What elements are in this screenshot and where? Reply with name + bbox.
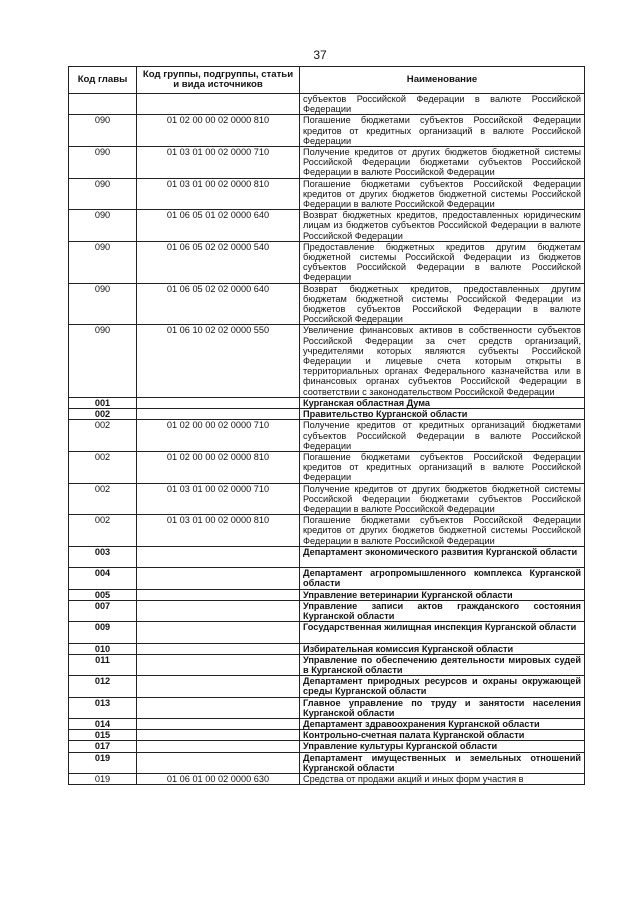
row-source-code: 01 03 01 00 02 0000 710 [137,147,300,179]
row-chapter-code: 004 [69,568,137,589]
row-name: Департамент агропромышленного комплекса Курганской области [300,568,585,589]
row-name: Увеличение финансовых активов в собственности субъектов Российской Федерации за счет средств организаций, учредителями которых являются субъекты Российской Федерации и лицевые счета которым открыты в территориальных органах Федерального казначейства или в финансовых органах субъектов Российской Федерации в соответствии с законодательством Российской Федерации [300,325,585,397]
row-chapter-code: 014 [69,718,137,729]
row-name: Возврат бюджетных кредитов, предоставленных юридическим лицам из бюджетов субъектов Российской Федерации в валюте Российской Федерации [300,210,585,242]
row-chapter-code: 090 [69,283,137,325]
row-source-code [137,697,300,718]
row-name: Погашение бюджетами субъектов Российской Федерации кредитов от кредитных организаций в валюте Российской Федерации [300,451,585,483]
row-chapter-code: 007 [69,600,137,621]
table-row [69,325,585,397]
row-source-code [137,643,300,654]
table-row [69,730,585,741]
row-name: Департамент здравоохранения Курганской области [300,718,585,729]
row-chapter-code: 013 [69,697,137,718]
row-source-code [137,730,300,741]
row-chapter-code: 011 [69,654,137,675]
header-chapter-code: Код главы [69,67,137,94]
row-name: Управление ветеринарии Курганской области [300,589,585,600]
row-name: Департамент имущественных и земельных отношений Курганской области [300,752,585,773]
row-name: Управление записи актов гражданского состояния Курганской области [300,600,585,621]
row-source-code [137,718,300,729]
row-source-code [137,741,300,752]
row-name: Курганская областная Дума [300,397,585,408]
row-source-code: 01 06 01 00 02 0000 630 [137,773,300,784]
row-name: Главное управление по труду и занятости населения Курганской области [300,697,585,718]
table-row [69,420,585,452]
row-source-code [137,654,300,675]
table-header-row [69,67,585,94]
row-name: Контрольно-счетная палата Курганской области [300,730,585,741]
row-source-code: 01 06 10 02 02 0000 550 [137,325,300,397]
table-body [69,94,585,785]
row-source-code: 01 02 00 00 02 0000 810 [137,451,300,483]
row-source-code: 01 06 05 01 02 0000 640 [137,210,300,242]
row-source-code [137,397,300,408]
row-name: Государственная жилищная инспекция Курганской области [300,622,585,643]
row-chapter-code: 002 [69,483,137,515]
row-source-code: 01 02 00 00 02 0000 710 [137,420,300,452]
row-name: Получение кредитов от других бюджетов бюджетной системы Российской Федерации бюджетами субъектов Российской Федерации в валюте Российской Федерации [300,147,585,179]
row-source-code [137,600,300,621]
row-name: Департамент экономического развития Курганской области [300,546,585,567]
page-number: 37 [313,48,327,62]
row-name: Предоставление бюджетных кредитов другим бюджетам бюджетной системы Российской Федерации из бюджетов субъектов Российской Федерации в валюте Российской Федерации [300,241,585,283]
table-row [69,697,585,718]
row-source-code: 01 03 01 00 02 0000 710 [137,483,300,515]
row-chapter-code: 003 [69,546,137,567]
table-row [69,178,585,210]
table-row [69,451,585,483]
row-chapter-code: 001 [69,397,137,408]
table-row [69,676,585,697]
row-source-code: 01 06 05 02 02 0000 540 [137,241,300,283]
row-name: Погашение бюджетами субъектов Российской Федерации кредитов от кредитных организаций в валюте Российской Федерации [300,115,585,147]
row-name: Управление по обеспечению деятельности мировых судей в Курганской области [300,654,585,675]
row-chapter-code: 090 [69,325,137,397]
table-row [69,773,585,784]
table-row [69,115,585,147]
table-row [69,483,585,515]
row-chapter-code: 015 [69,730,137,741]
row-chapter-code: 017 [69,741,137,752]
budget-sources-table [68,66,585,785]
row-source-code [137,94,300,115]
row-name: Получение кредитов от других бюджетов бюджетной системы Российской Федерации бюджетами субъектов Российской Федерации в валюте Российской Федерации [300,483,585,515]
row-chapter-code: 002 [69,515,137,547]
table-row [69,147,585,179]
row-name: Департамент природных ресурсов и охраны окружающей среды Курганской области [300,676,585,697]
row-source-code [137,676,300,697]
table-row [69,589,585,600]
row-chapter-code: 012 [69,676,137,697]
row-source-code: 01 06 05 02 02 0000 640 [137,283,300,325]
row-source-code: 01 03 01 00 02 0000 810 [137,515,300,547]
table-row [69,283,585,325]
row-name: Возврат бюджетных кредитов, предоставленных другим бюджетам бюджетной системы Российской Федерации из бюджетов субъектов Российской Федерации в валюте Российской Федерации [300,283,585,325]
row-chapter-code [69,94,137,115]
table-row [69,210,585,242]
table-row [69,546,585,567]
table-row [69,741,585,752]
table-row [69,654,585,675]
row-source-code [137,568,300,589]
row-name: субъектов Российской Федерации в валюте Российской Федерации [300,94,585,115]
row-name: Правительство Курганской области [300,409,585,420]
row-chapter-code: 019 [69,752,137,773]
row-source-code [137,589,300,600]
row-name: Получение кредитов от кредитных организаций бюджетами субъектов Российской Федерации в валюте Российской Федерации [300,420,585,452]
row-chapter-code: 090 [69,178,137,210]
row-chapter-code: 010 [69,643,137,654]
row-chapter-code: 090 [69,241,137,283]
header-source-code: Код группы, подгруппы, статьи и вида источников [137,67,300,94]
row-chapter-code: 009 [69,622,137,643]
row-chapter-code: 005 [69,589,137,600]
row-chapter-code: 090 [69,147,137,179]
row-chapter-code: 002 [69,451,137,483]
table-row [69,515,585,547]
row-source-code: 01 02 00 00 02 0000 810 [137,115,300,147]
row-name: Погашение бюджетами субъектов Российской Федерации кредитов от других бюджетов бюджетной системы Российской Федерации в валюте Российской Федерации [300,515,585,547]
row-name: Средства от продажи акций и иных форм участия в [300,773,585,784]
table-row [69,752,585,773]
table-row [69,643,585,654]
row-name: Погашение бюджетами субъектов Российской Федерации кредитов от других бюджетов бюджетной системы Российской Федерации в валюте Российской Федерации [300,178,585,210]
row-name: Управление культуры Курганской области [300,741,585,752]
row-chapter-code: 002 [69,420,137,452]
row-source-code [137,409,300,420]
table-row [69,94,585,115]
row-chapter-code: 002 [69,409,137,420]
table-row [69,622,585,643]
table-row [69,397,585,408]
row-source-code [137,546,300,567]
row-chapter-code: 019 [69,773,137,784]
table-row [69,718,585,729]
table-row [69,409,585,420]
header-name: Наименование [300,67,585,94]
table-row [69,241,585,283]
row-chapter-code: 090 [69,115,137,147]
table-row [69,568,585,589]
row-source-code: 01 03 01 00 02 0000 810 [137,178,300,210]
row-chapter-code: 090 [69,210,137,242]
row-source-code [137,752,300,773]
row-name: Избирательная комиссия Курганской области [300,643,585,654]
row-source-code [137,622,300,643]
table-row [69,600,585,621]
